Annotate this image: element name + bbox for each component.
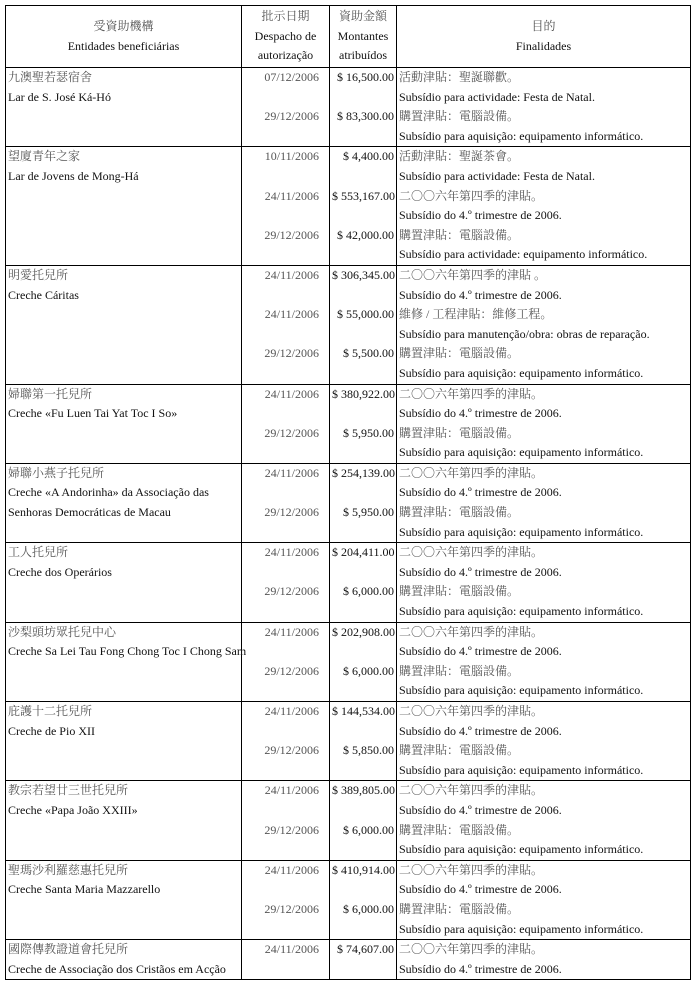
table-row xyxy=(6,702,690,781)
table-row xyxy=(6,385,690,464)
spacer xyxy=(332,681,394,701)
spacer xyxy=(244,681,327,701)
purpose-zh: 活動津貼：聖誕茶會。 xyxy=(399,149,520,164)
spacer xyxy=(332,920,394,940)
entity-name-zh: 婦聯第一托兒所 xyxy=(8,386,93,401)
date-cell xyxy=(242,702,330,780)
authorization-date: 29/12/2006 xyxy=(264,346,319,361)
purpose-cell xyxy=(397,623,690,701)
spacer xyxy=(332,523,394,543)
authorization-date: 24/11/2006 xyxy=(264,465,319,480)
authorization-date: 24/11/2006 xyxy=(264,704,319,718)
spacer xyxy=(244,443,327,463)
spacer xyxy=(332,801,394,821)
spacer xyxy=(332,325,394,345)
spacer xyxy=(332,206,394,226)
date-cell xyxy=(242,861,330,939)
amount: $ 6,000.00 xyxy=(343,663,394,678)
purpose-pt: Subsídio do 4.º trimestre de 2006. xyxy=(399,882,562,897)
purpose-zh: 購置津貼：電腦設備。 xyxy=(399,346,520,361)
entity-name-zh: 明愛托兒所 xyxy=(8,267,69,282)
spacer xyxy=(332,88,394,108)
purpose-zh: 二〇〇六年第四季的津貼。 xyxy=(399,545,544,560)
entity-name-zh: 望廈青年之家 xyxy=(8,149,81,164)
amount: $ 202,908.00 xyxy=(332,624,395,639)
spacer xyxy=(332,245,394,265)
amount: $ 389,805.00 xyxy=(332,783,395,798)
date-cell xyxy=(242,266,330,384)
header-amount xyxy=(330,6,397,67)
authorization-date: 29/12/2006 xyxy=(264,901,319,916)
spacer xyxy=(332,722,394,742)
amount-cell xyxy=(330,266,397,384)
entity-name-zh: 國際傳教證道會托兒所 xyxy=(8,942,129,957)
authorization-date: 24/11/2006 xyxy=(264,783,319,798)
table-row xyxy=(6,464,690,543)
entity-name-pt: Creche «Fu Luen Tai Yat Toc I So» xyxy=(8,406,178,421)
spacer xyxy=(332,364,394,384)
amount-cell xyxy=(330,781,397,859)
entity-cell xyxy=(6,861,242,939)
amount: $ 204,411.00 xyxy=(332,545,395,560)
amount: $ 553,167.00 xyxy=(332,188,395,203)
amount-cell xyxy=(330,623,397,701)
header-amount-pt1: Montantes xyxy=(337,28,389,43)
spacer xyxy=(244,960,327,980)
entity-cell xyxy=(6,702,242,780)
spacer xyxy=(244,88,327,108)
purpose-cell xyxy=(397,385,690,463)
header-purpose-pt: Finalidades xyxy=(515,38,572,53)
entity-cell xyxy=(6,940,242,979)
purpose-pt: Subsídio para manutenção/obra: obras de reparação. xyxy=(399,326,650,341)
spacer xyxy=(244,364,327,384)
spacer xyxy=(332,840,394,860)
header-date-pt1: Despacho de xyxy=(254,28,317,43)
purpose-pt: Subsídio para aquisição: equipamento informático. xyxy=(399,683,644,698)
purpose-zh: 二〇〇六年第四季的津貼。 xyxy=(399,942,544,957)
entity-name-zh: 工人托兒所 xyxy=(8,545,69,560)
spacer xyxy=(332,167,394,187)
purpose-zh: 購置津貼：電腦設備。 xyxy=(399,663,520,678)
purpose-pt: Subsídio para aquisição: equipamento informático. xyxy=(399,604,644,619)
purpose-pt: Subsídio para actividade: Festa de Natal. xyxy=(399,89,595,104)
entity-name-pt: Creche de Pio XII xyxy=(8,723,95,738)
spacer xyxy=(244,642,327,662)
purpose-zh: 維修 / 工程津貼：維修工程。 xyxy=(399,307,553,322)
table-body xyxy=(6,68,690,980)
spacer xyxy=(332,443,394,463)
purpose-pt: Subsídio do 4.º trimestre de 2006. xyxy=(399,723,562,738)
date-cell xyxy=(242,68,330,146)
amount-cell xyxy=(330,543,397,621)
authorization-date: 29/12/2006 xyxy=(264,663,319,678)
spacer xyxy=(244,880,327,900)
entity-cell xyxy=(6,543,242,621)
amount: $ 306,345.00 xyxy=(332,267,395,282)
spacer xyxy=(244,286,327,306)
spacer xyxy=(332,127,394,147)
purpose-zh: 二〇〇六年第四季的津貼。 xyxy=(399,704,544,718)
purpose-pt: Subsídio para aquisição: equipamento informático. xyxy=(399,445,644,460)
purpose-zh: 二〇〇六年第四季的津貼。 xyxy=(399,465,544,480)
table-row xyxy=(6,861,690,940)
header-date-pt2: autorização xyxy=(257,48,314,63)
authorization-date: 29/12/2006 xyxy=(264,425,319,440)
amount-cell xyxy=(330,861,397,939)
entity-cell xyxy=(6,781,242,859)
table-header xyxy=(6,6,690,68)
purpose-cell xyxy=(397,68,690,146)
spacer xyxy=(332,602,394,622)
authorization-date: 24/11/2006 xyxy=(264,386,319,401)
date-cell xyxy=(242,623,330,701)
purpose-cell xyxy=(397,147,690,265)
purpose-zh: 購置津貼：電腦設備。 xyxy=(399,822,520,837)
authorization-date: 24/11/2006 xyxy=(264,942,319,957)
purpose-pt: Subsídio do 4.º trimestre de 2006. xyxy=(399,406,562,421)
purpose-zh: 購置津貼：電腦設備。 xyxy=(399,743,520,758)
purpose-pt: Subsídio do 4.º trimestre de 2006. xyxy=(399,208,562,223)
purpose-zh: 購置津貼：電腦設備。 xyxy=(399,109,520,124)
purpose-cell xyxy=(397,940,690,979)
authorization-date: 24/11/2006 xyxy=(264,188,319,203)
table-row xyxy=(6,543,690,622)
purpose-zh: 購置津貼：電腦設備。 xyxy=(399,901,520,916)
amount: $ 83,300.00 xyxy=(337,109,394,124)
amount: $ 6,000.00 xyxy=(343,584,394,599)
purpose-zh: 二〇〇六年第四季的津貼。 xyxy=(399,783,544,798)
spacer xyxy=(244,167,327,187)
date-cell xyxy=(242,464,330,542)
header-entity-pt: Entidades beneficiárias xyxy=(67,38,180,53)
amount: $ 380,922.00 xyxy=(332,386,395,401)
authorization-date: 29/12/2006 xyxy=(264,743,319,758)
entity-name-zh: 九澳聖若瑟宿舍 xyxy=(8,70,93,84)
purpose-zh: 購置津貼：電腦設備。 xyxy=(399,505,520,520)
purpose-pt: Subsídio para aquisição: equipamento informático. xyxy=(399,762,644,777)
amount: $ 42,000.00 xyxy=(337,227,394,242)
purpose-pt: Subsídio para aquisição: equipamento informático. xyxy=(399,365,644,380)
entity-name-zh: 沙梨頭坊眾托兒中心 xyxy=(8,624,117,639)
amount: $ 5,500.00 xyxy=(343,346,394,361)
purpose-zh: 二〇〇六年第四季的津貼。 xyxy=(399,862,544,877)
amount: $ 4,400.00 xyxy=(343,149,394,164)
subsidy-table xyxy=(5,5,691,980)
entity-name-zh: 庇護十二托兒所 xyxy=(8,704,93,718)
entity-cell xyxy=(6,266,242,384)
spacer xyxy=(332,483,394,503)
purpose-cell xyxy=(397,266,690,384)
spacer xyxy=(244,206,327,226)
spacer xyxy=(244,602,327,622)
purpose-pt: Subsídio para aquisição: equipamento informático. xyxy=(399,842,644,857)
purpose-pt: Subsídio do 4.º trimestre de 2006. xyxy=(399,961,562,976)
header-entity-zh: 受資助機構 xyxy=(93,18,154,33)
purpose-zh: 活動津貼：聖誕聯歡。 xyxy=(399,70,520,84)
table-row xyxy=(6,68,690,147)
authorization-date: 24/11/2006 xyxy=(264,862,319,877)
entity-name-zh: 聖瑪沙利羅慈惠托兒所 xyxy=(8,862,129,877)
spacer xyxy=(332,286,394,306)
entity-name-pt: Lar de S. José Ká-Hó xyxy=(8,89,111,104)
purpose-cell xyxy=(397,464,690,542)
purpose-zh: 二〇〇六年第四季的津貼。 xyxy=(399,386,544,401)
date-cell xyxy=(242,781,330,859)
authorization-date: 24/11/2006 xyxy=(264,545,319,560)
purpose-pt: Subsídio para actividade: equipamento informático. xyxy=(399,247,648,262)
amount: $ 5,950.00 xyxy=(343,425,394,440)
date-cell xyxy=(242,543,330,621)
authorization-date: 29/12/2006 xyxy=(264,227,319,242)
amount: $ 6,000.00 xyxy=(343,822,394,837)
entity-name-zh: 教宗若望廿三世托兒所 xyxy=(8,783,129,798)
spacer xyxy=(332,642,394,662)
purpose-pt: Subsídio para aquisição: equipamento informático. xyxy=(399,921,644,936)
entity-name-pt: Creche Santa Maria Mazzarello xyxy=(8,882,161,897)
spacer xyxy=(332,960,394,980)
purpose-pt: Subsídio para actividade: Festa de Natal. xyxy=(399,168,595,183)
spacer xyxy=(244,722,327,742)
purpose-pt: Subsídio do 4.º trimestre de 2006. xyxy=(399,485,562,500)
purpose-pt: Subsídio para aquisição: equipamento informático. xyxy=(399,524,644,539)
amount: $ 410,914.00 xyxy=(332,862,395,877)
entity-name-pt: Creche «A Andorinha» da Associação das xyxy=(8,485,209,500)
amount-cell xyxy=(330,464,397,542)
authorization-date: 24/11/2006 xyxy=(264,267,319,282)
amount: $ 5,950.00 xyxy=(343,505,394,520)
amount-cell xyxy=(330,702,397,780)
date-cell xyxy=(242,147,330,265)
purpose-zh: 購置津貼：電腦設備。 xyxy=(399,584,520,599)
authorization-date: 29/12/2006 xyxy=(264,584,319,599)
amount: $ 16,500.00 xyxy=(337,70,394,84)
amount: $ 144,534.00 xyxy=(332,704,395,718)
table-row xyxy=(6,940,690,980)
date-cell xyxy=(242,940,330,979)
table-row xyxy=(6,266,690,385)
amount-cell xyxy=(330,385,397,463)
entity-name-pt-cont: Senhoras Democráticas de Macau xyxy=(8,505,171,520)
entity-name-zh: 婦聯小燕子托兒所 xyxy=(8,465,105,480)
entity-cell xyxy=(6,385,242,463)
amount: $ 74,607.00 xyxy=(337,942,394,957)
amount: $ 254,139.00 xyxy=(332,465,395,480)
table-row xyxy=(6,147,690,266)
purpose-zh: 二〇〇六年第四季的津貼。 xyxy=(399,624,544,639)
purpose-cell xyxy=(397,781,690,859)
spacer xyxy=(244,523,327,543)
spacer xyxy=(244,245,327,265)
purpose-cell xyxy=(397,861,690,939)
authorization-date: 29/12/2006 xyxy=(264,109,319,124)
authorization-date: 29/12/2006 xyxy=(264,822,319,837)
spacer xyxy=(244,840,327,860)
purpose-zh: 購置津貼：電腦設備。 xyxy=(399,227,520,242)
authorization-date: 10/11/2006 xyxy=(264,149,319,164)
spacer xyxy=(244,404,327,424)
header-date xyxy=(242,6,330,67)
amount-cell xyxy=(330,940,397,979)
entity-name-pt: Creche Sa Lei Tau Fong Chong Toc I Chong Sam xyxy=(8,644,247,659)
date-cell xyxy=(242,385,330,463)
table-row xyxy=(6,781,690,860)
purpose-pt: Subsídio do 4.º trimestre de 2006. xyxy=(399,564,562,579)
purpose-zh: 二〇〇六年第四季的津貼。 xyxy=(399,188,544,203)
purpose-cell xyxy=(397,543,690,621)
amount: $ 5,850.00 xyxy=(343,743,394,758)
spacer xyxy=(332,404,394,424)
spacer xyxy=(244,127,327,147)
spacer xyxy=(244,325,327,345)
spacer xyxy=(332,880,394,900)
authorization-date: 29/12/2006 xyxy=(264,505,319,520)
spacer xyxy=(332,761,394,781)
header-purpose xyxy=(397,6,690,67)
header-amount-zh: 資助金額 xyxy=(338,9,387,24)
entity-name-pt: Creche «Papa João XXIII» xyxy=(8,802,138,817)
purpose-pt: Subsídio para aquisição: equipamento informático. xyxy=(399,128,644,143)
purpose-pt: Subsídio do 4.º trimestre de 2006. xyxy=(399,644,562,659)
authorization-date: 24/11/2006 xyxy=(264,624,319,639)
entity-cell xyxy=(6,147,242,265)
amount-cell xyxy=(330,147,397,265)
spacer xyxy=(244,563,327,583)
spacer xyxy=(332,563,394,583)
amount-cell xyxy=(330,68,397,146)
header-date-zh: 批示日期 xyxy=(261,9,310,24)
entity-cell xyxy=(6,464,242,542)
entity-name-pt: Lar de Jovens de Mong-Há xyxy=(8,168,139,183)
authorization-date: 07/12/2006 xyxy=(264,70,319,84)
header-amount-pt2: atribuídos xyxy=(339,48,387,63)
entity-name-pt: Creche Cáritas xyxy=(8,287,79,302)
purpose-zh: 二〇〇六年第四季的津貼 。 xyxy=(399,267,547,282)
header-purpose-zh: 目的 xyxy=(531,18,556,33)
purpose-pt: Subsídio do 4.º trimestre de 2006. xyxy=(399,802,562,817)
entity-name-pt: Creche de Associação dos Cristãos em Acção xyxy=(8,961,226,976)
spacer xyxy=(244,801,327,821)
purpose-cell xyxy=(397,702,690,780)
purpose-pt: Subsídio do 4.º trimestre de 2006. xyxy=(399,287,562,302)
amount: $ 55,000.00 xyxy=(337,307,394,322)
spacer xyxy=(244,920,327,940)
amount: $ 6,000.00 xyxy=(343,901,394,916)
spacer xyxy=(244,483,327,503)
entity-cell xyxy=(6,623,247,701)
spacer xyxy=(244,761,327,781)
purpose-zh: 購置津貼：電腦設備。 xyxy=(399,425,520,440)
entity-name-pt: Creche dos Operários xyxy=(8,564,112,579)
authorization-date: 24/11/2006 xyxy=(264,307,319,322)
table-row xyxy=(6,623,690,702)
entity-cell xyxy=(6,68,242,146)
header-entity xyxy=(6,6,242,67)
